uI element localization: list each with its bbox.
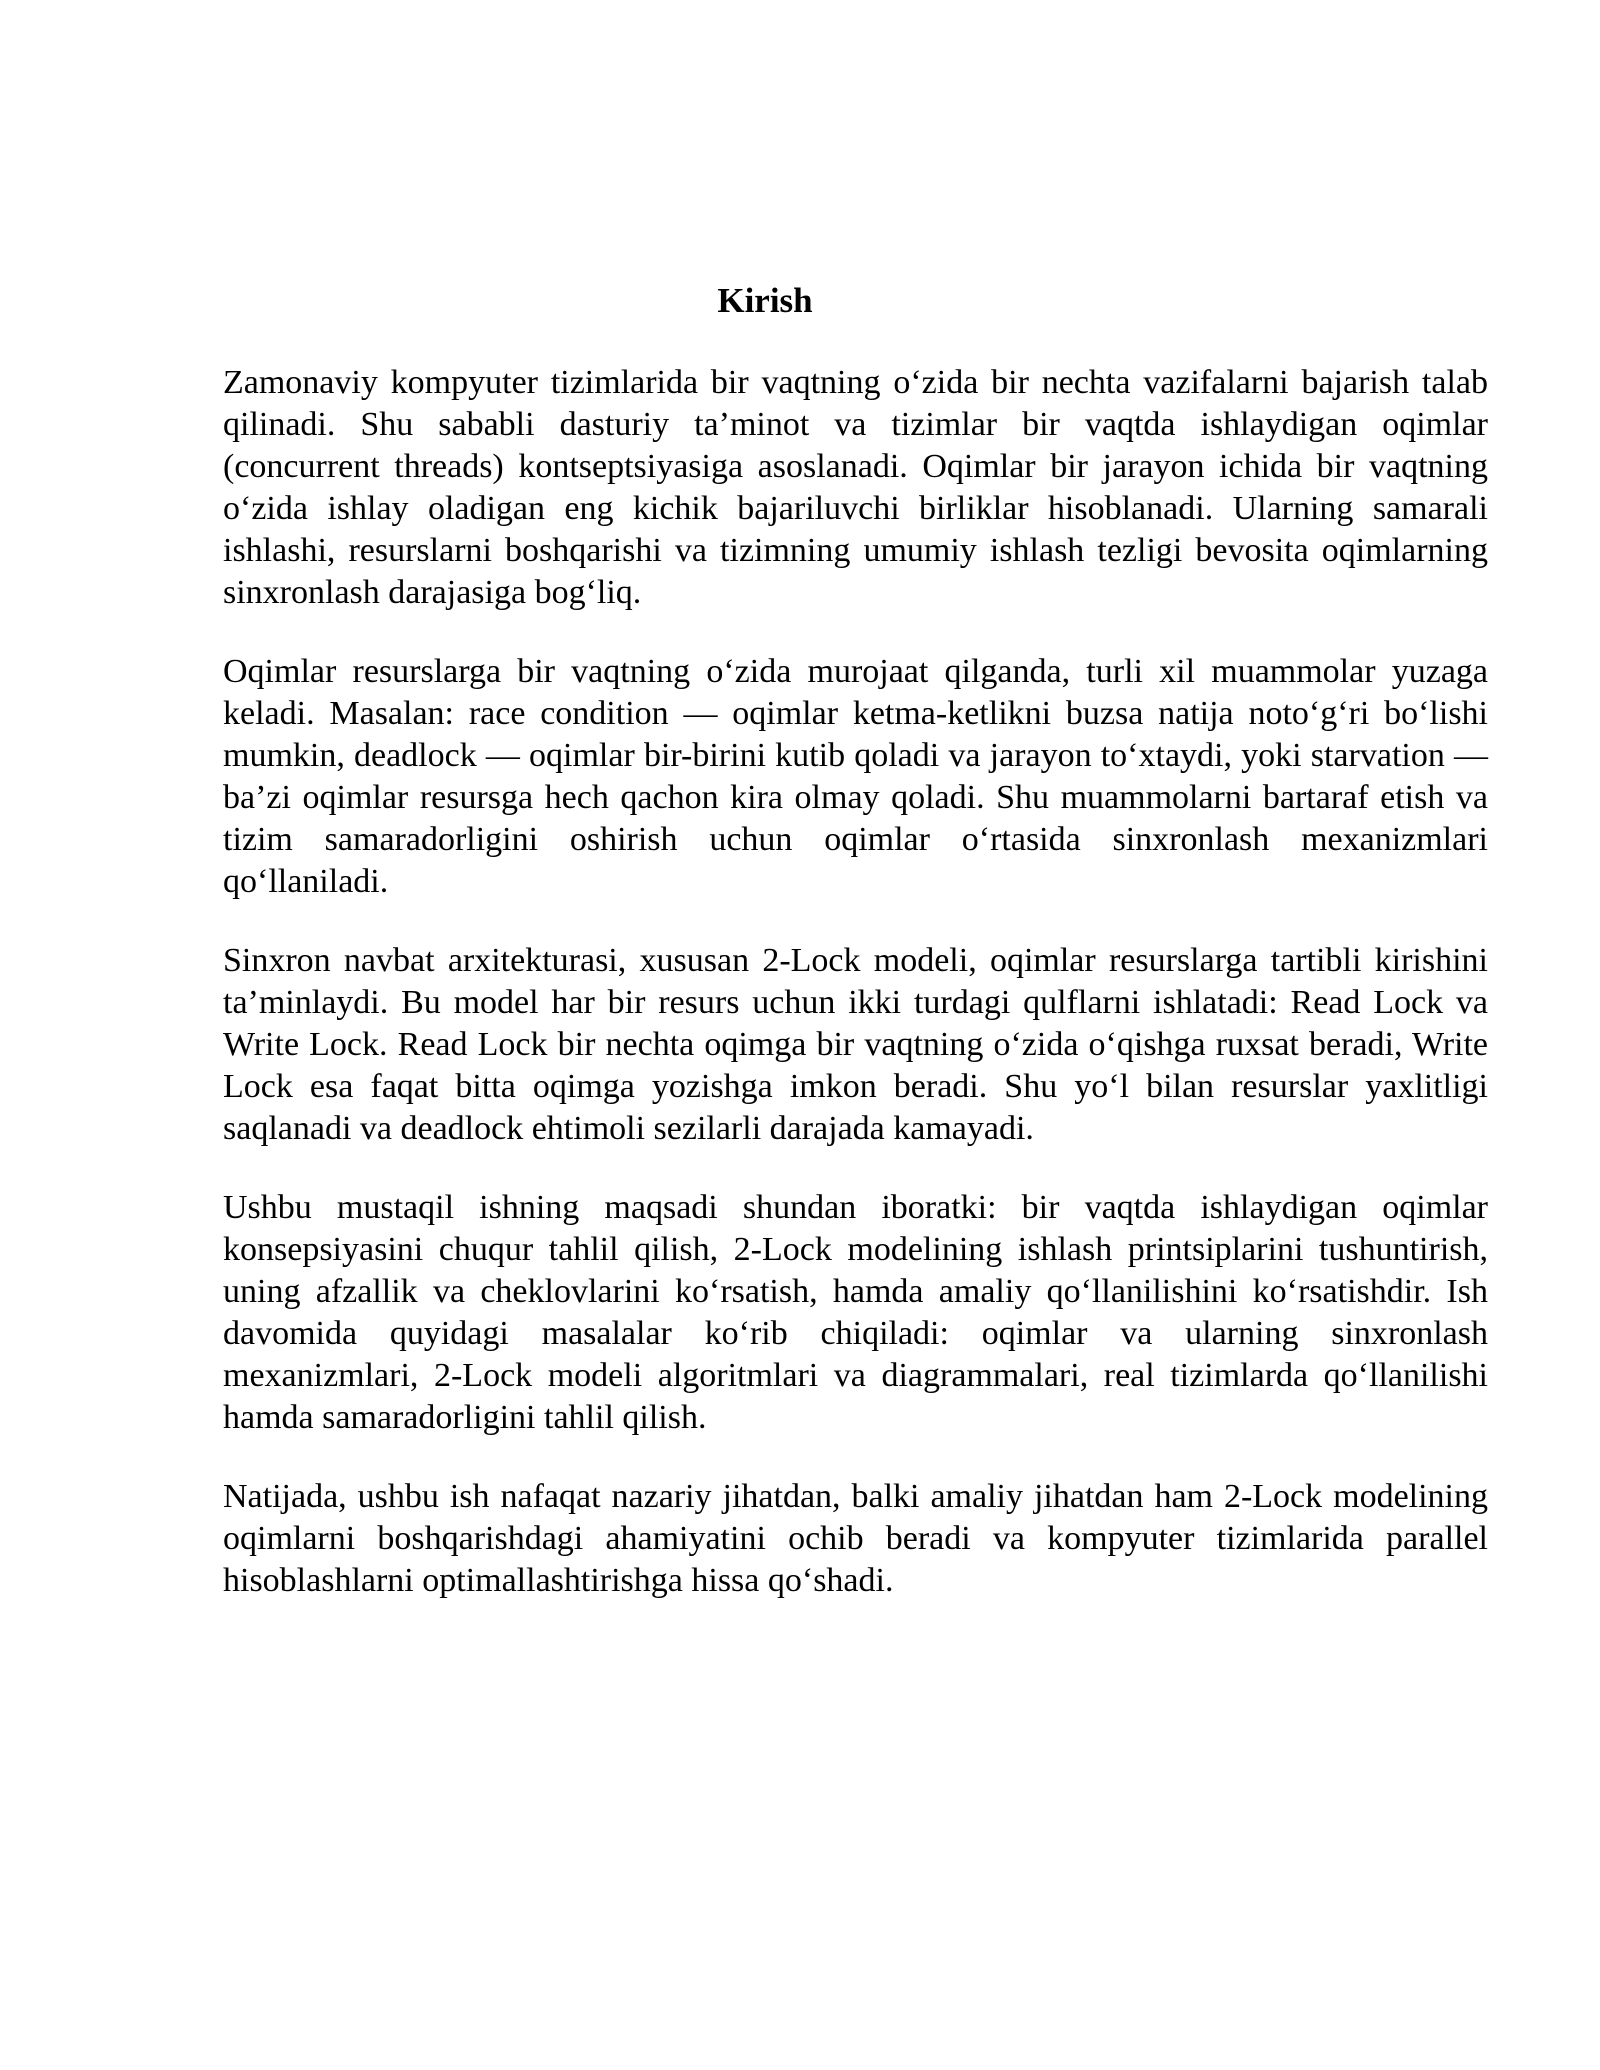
paragraph-goal: Ushbu mustaqil ishning maqsadi shundan iboratki: bir vaqtda ishlaydigan oqimlar konsepsiyasini chuqur tahlil qilish, 2-Lock modelining ishlash printsiplarini tushuntirish, uning afzallik va cheklovlarini ko‘rsatish, hamda amaliy qo‘llanilishini ko‘rsatishdir. Ish davomida quyidagi masalalar ko‘rib chiqiladi: oqimlar va ularning sinxronlash mexanizmlari, 2-Lock modeli algoritmlari va diagrammalari, real tizimlarda qo‘llanilishi hamda samaradorligini tahlil qilish. (223, 1189, 1488, 1436)
paragraph-2lock-model: Sinxron navbat arxitekturasi, xususan 2-Lock modeli, oqimlar resurslarga tartibli kirishini ta’minlaydi. Bu model har bir resurs uchun ikki turdagi qulflarni ishlatadi: Read Lock va Write Lock. Read Lock bir nechta oqimga bir vaqtning o‘zida o‘qishga ruxsat beradi, Write Lock esa faqat bitta oqimga yozishga imkon beradi. Shu yo‘l bilan resurslar yaxlitligi saqlanadi va deadlock ehtimoli sezilarli darajada kamayadi. (223, 942, 1488, 1147)
page-title: Kirish (717, 281, 813, 320)
paragraph-intro: Zamonaviy kompyuter tizimlarida bir vaqtning o‘zida bir nechta vazifalarni bajarish talab qilinadi. Shu sababli dasturiy ta’minot va tizimlar bir vaqtda ishlaydigan oqimlar (concurrent threads) kontseptsiyasiga asoslanadi. Oqimlar bir jarayon ichida bir vaqtning o‘zida ishlay oladigan eng kichik bajariluvchi birliklar hisoblanadi. Ularning samarali ishlashi, resurslarni boshqarishi va tizimning umumiy ishlash tezligi bevosita oqimlarning sinxronlash darajasiga bog‘liq. (223, 364, 1488, 611)
paragraph-problems: Oqimlar resurslarga bir vaqtning o‘zida murojaat qilganda, turli xil muammolar yuzaga keladi. Masalan: race condition — oqimlar ketma-ketlikni buzsa natija noto‘g‘ri bo‘lishi mumkin, deadlock — oqimlar bir-birini kutib qoladi va jarayon to‘xtaydi, yoki starvation — ba’zi oqimlar resursga hech qachon kira olmay qoladi. Shu muammolarni bartaraf etish va tizim samaradorligini oshirish uchun oqimlar o‘rtasida sinxronlash mexanizmlari qo‘llaniladi. (223, 653, 1488, 900)
document-body (223, 362, 1488, 1639)
paragraph-conclusion: Natijada, ushbu ish nafaqat nazariy jihatdan, balki amaliy jihatdan ham 2-Lock modelining oqimlarni boshqarishdagi ahamiyatini ochib beradi va kompyuter tizimlarida parallel hisoblashlarni optimallashtirishga hissa qo‘shadi. (223, 1478, 1488, 1599)
